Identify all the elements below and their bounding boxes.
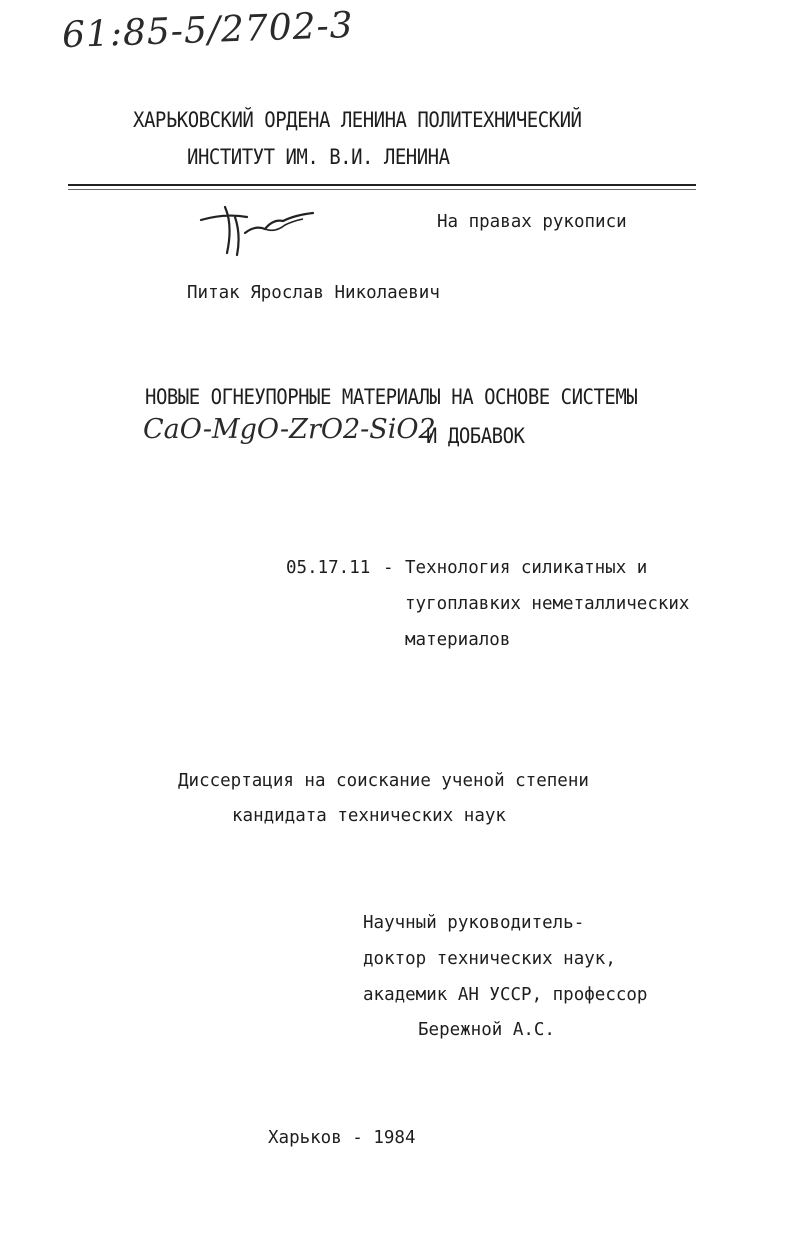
city-year: Харьков - 1984 [268, 1128, 416, 1148]
degree-line-1: Диссертация на соискание ученой степени [178, 771, 589, 791]
signature-icon [195, 195, 325, 260]
specialty-line-3: материалов [405, 630, 511, 650]
specialty-code: 05.17.11 [286, 558, 371, 578]
degree-line-2: кандидата технических наук [232, 806, 506, 826]
supervisor-line-2: доктор технических наук, [363, 949, 616, 969]
supervisor-line-3: академик АН УССР, профессор [363, 985, 648, 1005]
author-name: Питак Ярослав Николаевич [187, 283, 440, 303]
archive-code: 61:85-5/2702-3 [61, 4, 355, 57]
title-line-1: НОВЫЕ ОГНЕУПОРНЫЕ МАТЕРИАЛЫ НА ОСНОВЕ СИСТЕМЫ [145, 385, 638, 410]
title-line-2-suffix: И ДОБАВОК [426, 424, 525, 449]
specialty-line-2: тугоплавких неметаллических [405, 594, 690, 614]
specialty-line-1: Технология силикатных и [405, 558, 648, 578]
specialty-dash: - [383, 558, 394, 578]
manuscript-rights: На правах рукописи [437, 212, 627, 232]
supervisor-line-4: Бережной А.С. [418, 1020, 555, 1040]
institute-line-2: ИНСТИТУТ ИМ. В.И. ЛЕНИНА [187, 145, 450, 170]
institute-line-1: ХАРЬКОВСКИЙ ОРДЕНА ЛЕНИНА ПОЛИТЕХНИЧЕСКИЙ [133, 108, 582, 133]
supervisor-line-1: Научный руководитель- [363, 913, 585, 933]
header-rule [68, 184, 696, 186]
title-formula: CaO-MgO-ZrO2-SiO2 [143, 414, 436, 445]
header-rule-thin [68, 189, 696, 190]
